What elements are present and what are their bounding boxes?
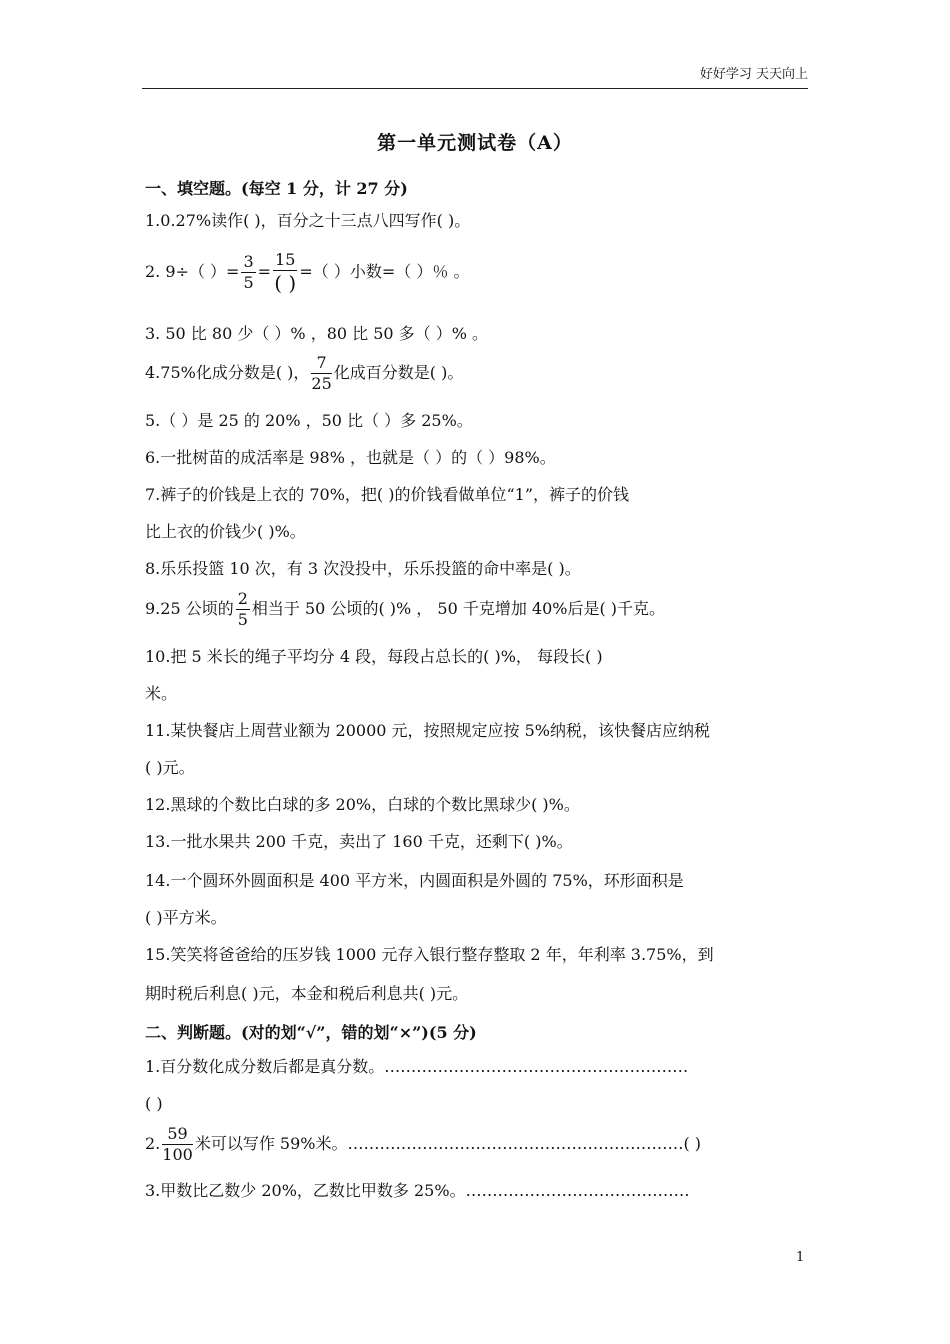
question-8: 8.乐乐投篮 10 次，有 3 次没投中，乐乐投篮的命中率是( )。 — [145, 559, 581, 578]
q2-fraction-1: $\frac{3}{5}$ — [243, 252, 254, 292]
question-10-line-1: 10.把 5 米长的绳子平均分 4 段，每段占总长的( )%， 每段长( ) — [145, 647, 603, 666]
question-7-line-2: 比上衣的价钱少( )%。 — [145, 522, 306, 541]
q9-part-b: 相当于 50 公顷的( )% ， 50 千克增加 40%后是( )千克。 — [251, 599, 666, 618]
q2-part-c: =（ ）小数=（ ）％ 。 — [299, 262, 470, 281]
question-4 — [145, 355, 463, 392]
question-1: 1.0.27%读作( )，百分之十三点八四写作( )。 — [145, 211, 471, 230]
question-5: 5.（ ）是 25 的 20% ，50 比（ ）多 25%。 — [145, 411, 473, 430]
q2-fraction-2: $\frac{15}{( )}$ — [274, 250, 297, 295]
question-7-line-1: 7.裤子的价钱是上衣的 70%，把( )的价钱看做单位“1”，裤子的价钱 — [145, 485, 630, 504]
question-11-line-1: 11.某快餐店上周营业额为 20000 元，按照规定应按 5%纳税，该快餐店应纳税 — [145, 721, 710, 740]
question-6: 6.一批树苗的成活率是 98% ，也就是（ ）的（ ）98%。 — [145, 448, 556, 467]
question-15-line-2: 期时税后利息( )元，本金和税后利息共( )元。 — [145, 984, 469, 1003]
judgment-2 — [145, 1126, 807, 1163]
q2-part-a: 2. 9÷（ ）= — [145, 262, 240, 281]
question-13: 13.一批水果共 200 千克，卖出了 160 千克，还剩下( )%。 — [145, 832, 573, 851]
page-number: 1 — [796, 1250, 805, 1265]
section1-heading: 一、填空题。(每空 1 分，计 27 分) — [145, 179, 408, 198]
header-motto: 好好学习 天天向上 — [699, 67, 808, 82]
question-9 — [145, 591, 665, 628]
question-3: 3. 50 比 80 少（ ）% ，80 比 50 多（ ）% 。 — [145, 324, 489, 343]
question-12: 12.黑球的个数比白球的多 20%，白球的个数比黑球少( )%。 — [145, 795, 580, 814]
section2-heading: 二、判断题。(对的划“√”，错的划“×”)(5 分) — [145, 1023, 477, 1042]
j2-fraction: $\frac{59}{100}$ — [162, 1126, 193, 1163]
question-11-line-2: ( )元。 — [145, 758, 195, 777]
judgment-1-line-2: ( ) — [145, 1094, 163, 1113]
page-header — [142, 66, 808, 89]
q9-fraction: $\frac{2}{5}$ — [237, 589, 248, 629]
q9-part-a: 9.25 公顷的 — [145, 599, 234, 618]
question-15-line-1: 15.笑笑将爸爸给的压岁钱 1000 元存入银行整存整取 2 年，年利率 3.75%，到 — [145, 945, 714, 964]
question-14-line-2: ( )平方米。 — [145, 908, 227, 927]
question-14-line-1: 14.一个圆环外圆面积是 400 平方米，内圆面积是外圆的 75%，环形面积是 — [145, 871, 684, 890]
q4-part-b: 化成百分数是( )。 — [333, 363, 464, 382]
q2-part-b: = — [257, 262, 272, 281]
page-title: 第一单元测试卷（A） — [377, 132, 573, 154]
question-2 — [145, 252, 469, 293]
j2-part-a: 2. — [145, 1134, 161, 1153]
j2-part-b: 米可以写作 59%米。………………………………………………………( ) — [194, 1134, 702, 1153]
judgment-3: 3.甲数比乙数少 20%，乙数比甲数多 25%。…………………………………… — [145, 1181, 690, 1200]
judgment-1-line-1: 1.百分数化成分数后都是真分数。………………………………………………… — [145, 1057, 689, 1076]
question-10-line-2: 米。 — [145, 684, 178, 703]
q4-fraction: $\frac{7}{25}$ — [311, 353, 332, 393]
q4-part-a: 4.75%化成分数是( )， — [145, 363, 310, 382]
